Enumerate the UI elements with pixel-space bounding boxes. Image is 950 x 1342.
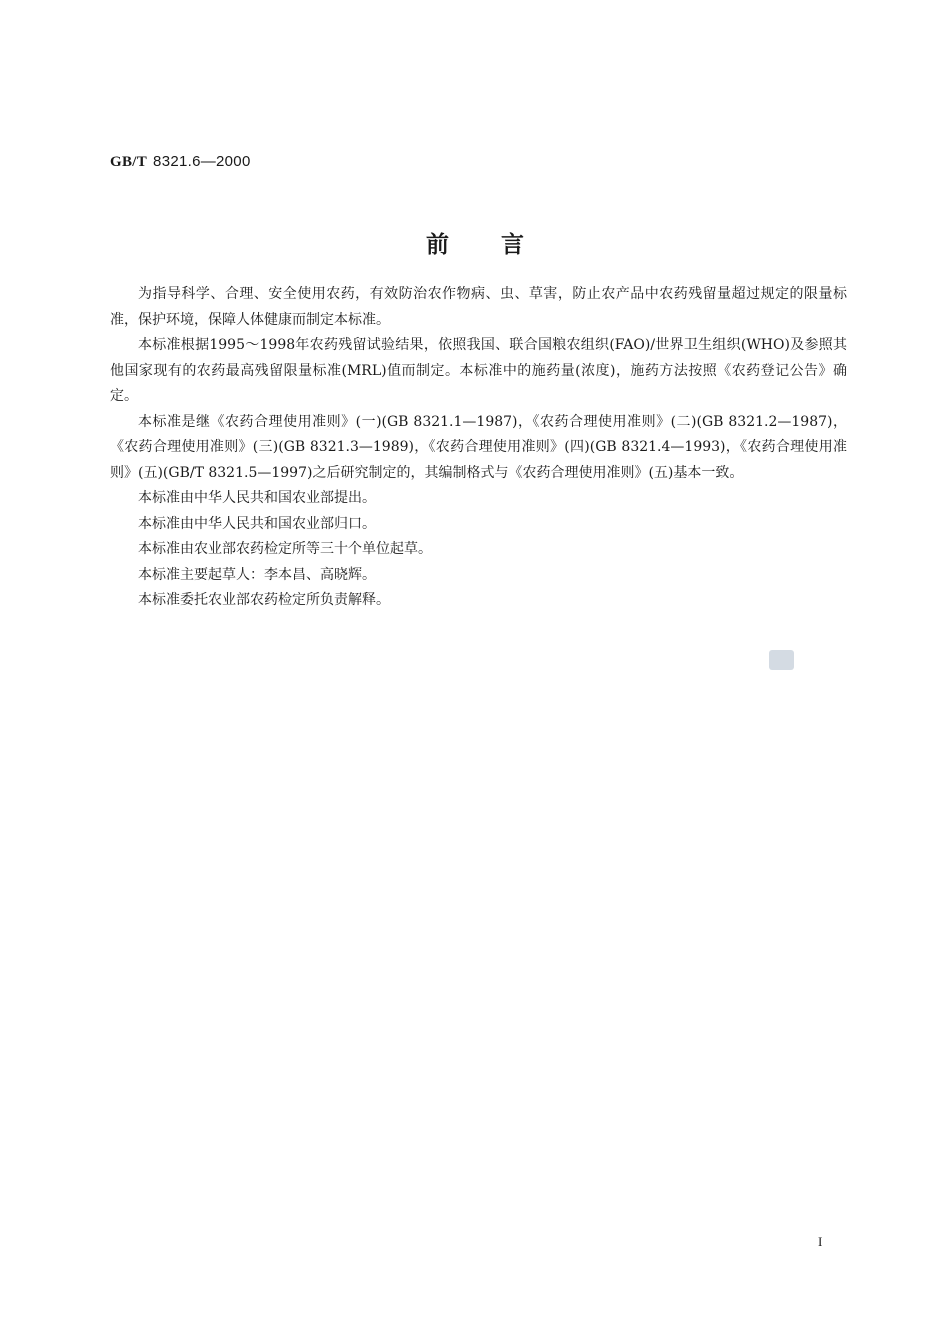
paragraph-drafted-by: 本标准由农业部农药检定所等三十个单位起草。: [138, 541, 432, 557]
paragraph-centralized-by: 本标准由中华人民共和国农业部归口。: [138, 515, 376, 532]
page-number: I: [818, 1234, 823, 1249]
standard-code: [110, 152, 251, 171]
standard-prefix: GB/T: [110, 154, 148, 170]
paragraph-interpretation: 本标准委托农业部农药检定所负责解释。: [138, 592, 390, 608]
paragraph-drafters: 本标准主要起草人：李本昌、高晓辉。: [138, 566, 376, 583]
standard-number: 8321.6—2000: [153, 153, 251, 170]
paragraph-purpose: 为指导科学、合理、安全使用农药，有效防治农作物病、虫、草害，防止农产品中农药残留量超过规定的限量标准，保护环境，保障人体健康而制定本标准。: [110, 286, 847, 328]
paragraph-series: 本标准是继《农药合理使用准则》(一)(GB 8321.1—1987)，《农药合理使用准则》(二)(GB 8321.2—1987)，《农药合理使用准则》(三)(GB 8321.3—1989)，《农药合理使用准则》(四)(GB 8321.4—1993)，《农药合理使用准则》(五)(GB/T 8321.5—1997)之后研究制定的，其编制格式与《农药合理使用准则》(五)基本一致。: [110, 413, 847, 481]
paragraph-basis: 本标准根据1995～1998年农药残留试验结果，依照我国、联合国粮农组织(FAO)/世界卫生组织(WHO)及参照其他国家现有的农药最高残留限量标准(MRL)值而制定。本标准中的施药量(浓度)，施药方法按照《农药登记公告》确定。: [110, 337, 847, 404]
paragraph-proposed-by: 本标准由中华人民共和国农业部提出。: [138, 490, 376, 506]
sac-watermark-logo: [769, 650, 794, 670]
foreword-body: [110, 282, 847, 614]
page-title: 前言: [426, 231, 576, 258]
